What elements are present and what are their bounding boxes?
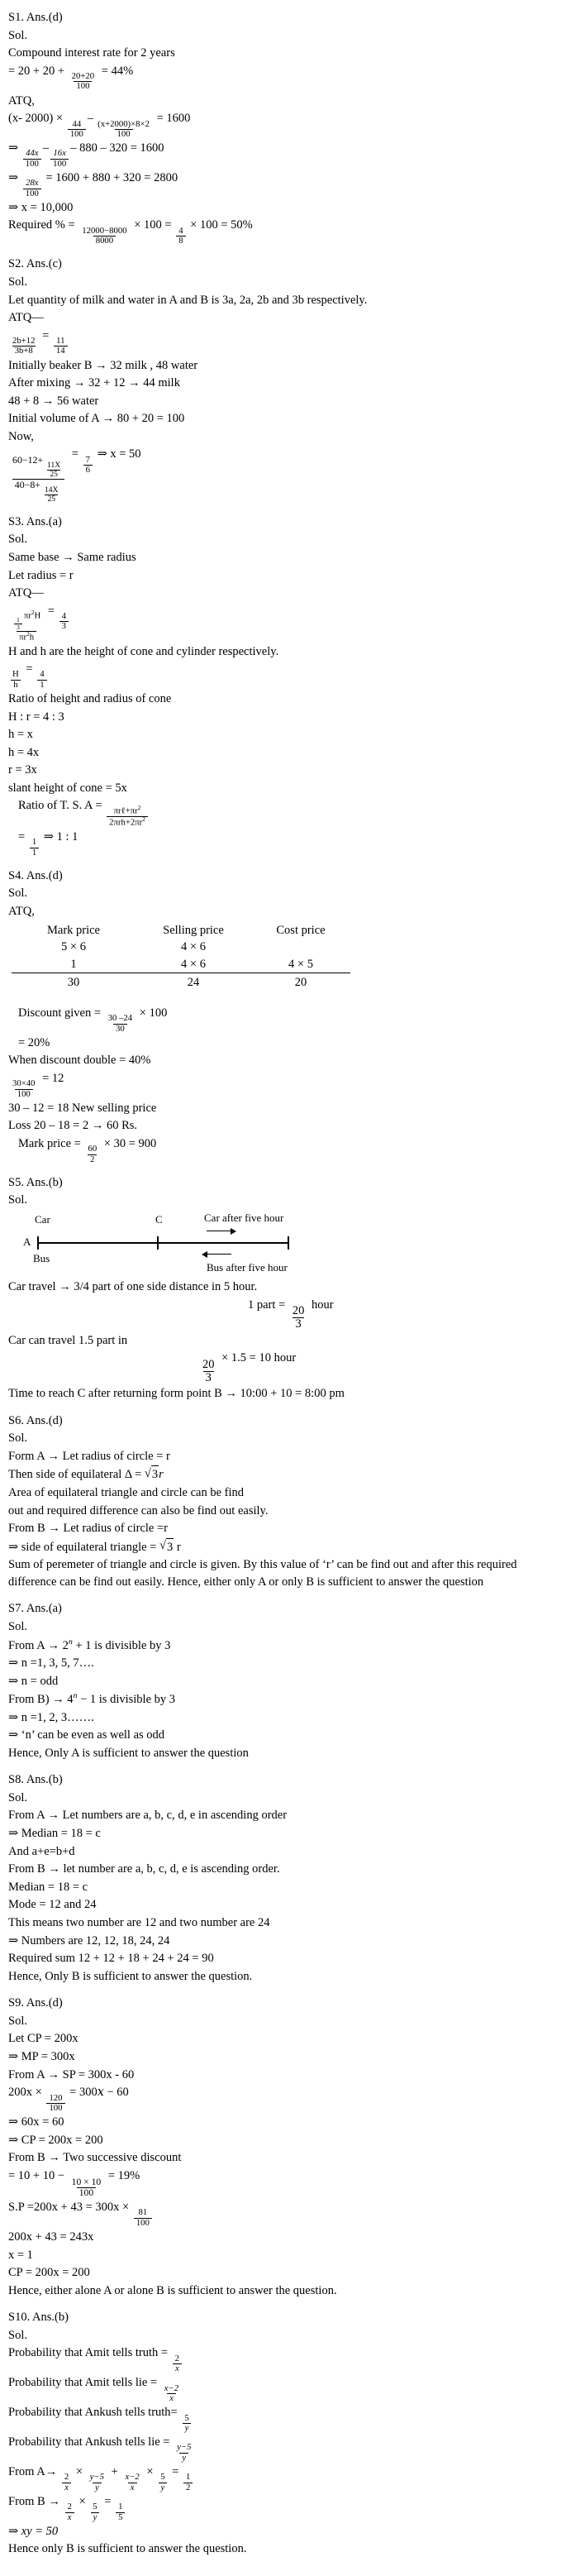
fraction-20plus20-over-100: $\frac{20+20}{100}$ bbox=[71, 71, 95, 92]
s5-time-line: Time to reach C after returning form point B → 10:00 + 10 = 8:00 pm bbox=[8, 1387, 345, 1401]
table-header-row bbox=[12, 922, 558, 939]
s4-dd-calc: $\frac{30\times 40}{100}$ = 12 bbox=[8, 1070, 558, 1099]
fraction-2-over-x: $\frac{2}{x}$ bbox=[173, 2354, 182, 2374]
s6-line5: From B → Let radius of circle =r bbox=[8, 1522, 169, 1536]
s4-pct20: = 20% bbox=[18, 1035, 50, 1049]
diagram-axis-line bbox=[37, 1242, 289, 1244]
sqrt-icon: √ 3 bbox=[159, 1538, 174, 1556]
s4-double-discount: When discount double = 40% bbox=[8, 1054, 151, 1068]
cell-cost-row2: 4 × 5 bbox=[288, 957, 313, 971]
s10-amit-lie: Probability that Amit tells lie = $\frac{x-2}{x}$ bbox=[8, 2374, 558, 2403]
s3-let-radius: Let radius = r bbox=[8, 568, 74, 582]
s7-line2: ⇒ n =1, 3, 5, 7…. bbox=[8, 1656, 94, 1670]
s2-water-line: 48 + 8 → 56 water bbox=[8, 394, 99, 408]
sqrt-icon: √ 3 bbox=[145, 1465, 159, 1484]
solution-heading-s4: S4. Ans.(d) bbox=[8, 868, 63, 882]
s3-h-x: h = x bbox=[8, 728, 33, 742]
cell-selling-row2: 4 × 6 bbox=[181, 957, 206, 971]
fraction-b1: $\frac{2}{x}$ bbox=[64, 2502, 74, 2522]
table-row bbox=[12, 939, 558, 956]
fraction-11X-over-25: $\frac{11X}{25}$ bbox=[47, 461, 61, 479]
fraction-required-percent: $\frac{12000-8000}{8000}$ bbox=[82, 225, 127, 246]
s9-line12: CP = 200x = 200 bbox=[8, 2266, 90, 2280]
fraction-1-over-1: $\frac{1}{1}$ bbox=[30, 838, 39, 858]
s3-hh-explanation: H and h are the height of cone and cylinder respectively. bbox=[8, 644, 279, 658]
s9-line4: 200x × $\frac{120}{100}$ = 300𝑥 − 60 bbox=[8, 2086, 129, 2113]
solution-block-s7 bbox=[8, 1600, 558, 1761]
s9-line1: Let CP = 200x bbox=[8, 2032, 78, 2046]
sol-label-s6: Sol. bbox=[8, 1431, 27, 1446]
solution-heading-s8: S8. Ans.(b) bbox=[8, 1773, 63, 1787]
fraction-28x-over-100: $\frac{28x}{100}$ bbox=[23, 179, 41, 198]
fraction-120-over-100: $\frac{120}{100}$ bbox=[46, 2094, 64, 2114]
fraction-x2000-over-100: $\frac{(x+2000)\times 8\times 2}{100}$ bbox=[98, 118, 150, 139]
s3-same-base: Same base → Same radius bbox=[8, 550, 136, 564]
s9-line3: From A → SP = 300x - 60 bbox=[8, 2067, 135, 2081]
s2-now: Now, bbox=[8, 429, 34, 443]
s6-line7: Sum of peremeter of triangle and circle is given. By this value of ‘r’ can be find out and after this required difference can be find out easily. Hence, either only A or only B is sufficient to answer the question bbox=[8, 1558, 517, 1589]
s3-volume-ratio: $\frac{1}{3}$ $\pi r^2H$ $\pi r^2h$ = $\frac{4}{3}$ bbox=[8, 603, 558, 643]
s8-line2: ⇒ Median = 18 = c bbox=[8, 1827, 101, 1841]
cell-mark-row1: 5 × 6 bbox=[61, 940, 86, 954]
s3-final: = $\frac{1}{1}$ ⇒ 1 : 1 bbox=[18, 829, 78, 858]
solution-heading-s5: S5. Ans.(b) bbox=[8, 1175, 63, 1189]
sol-label-s1: Sol. bbox=[8, 28, 27, 42]
fraction-tsa: $\frac{\pi r\ell+\pi r^2}{2\pi rh+2\pi r^2}$ bbox=[107, 805, 148, 828]
s2-ratio-equation: $\frac{2b+12}{3b+8}$ = $\frac{11}{14}$ bbox=[8, 327, 558, 356]
s6-line4: out and required difference can also be find out easily. bbox=[8, 1503, 269, 1517]
s2-final-equation: 60−12+ $\frac{11X}{25}$ 40−8+ $\frac{14X}{25}$ = $\frac{7}{6}$ ⇒ x = 50 bbox=[8, 446, 558, 503]
s2-x-result: ⇒ x = 50 bbox=[97, 447, 141, 461]
s6-line6: ⇒ side of equilateral triangle = √ 3 r bbox=[8, 1538, 558, 1556]
sol-label-s5: Sol. bbox=[8, 1193, 27, 1207]
fraction-4-over-1: $\frac{4}{1}$ bbox=[37, 670, 46, 690]
fraction-a2: $\frac{y-5}{y}$ bbox=[89, 2472, 104, 2492]
solution-heading-s1: S1. Ans.(d) bbox=[8, 11, 63, 24]
column-header-cost-price: Cost price bbox=[276, 923, 326, 937]
s3-h-4x: h = 4x bbox=[8, 745, 40, 759]
total-mark-price: 30 bbox=[12, 973, 136, 992]
s9-line10: 200x + 43 = 243x bbox=[8, 2230, 94, 2244]
arrow-bus-direction-icon bbox=[207, 1254, 231, 1255]
car-bus-distance-diagram bbox=[8, 1212, 558, 1277]
s1-step2: ⇒ $\frac{44x}{100}$ – $\frac{16x}{100}$ – 880 – 320 = 1600 bbox=[8, 141, 164, 169]
solution-heading-s9: S9. Ans.(d) bbox=[8, 1996, 63, 2010]
s6-line3: Area of equilateral triangle and circle can be find bbox=[8, 1486, 245, 1499]
column-header-mark-price: Mark price bbox=[46, 923, 100, 937]
s7-line1: From $A \to 2^n + 1$ is divisible by 3 bbox=[8, 1637, 171, 1652]
fraction-xminus2-over-x: $\frac{x-2}{x}$ bbox=[164, 2382, 179, 2403]
s8-line8: ⇒ Numbers are 12, 12, 18, 24, 24 bbox=[8, 1933, 170, 1948]
solution-heading-s3: S3. Ans.(a) bbox=[8, 514, 62, 528]
s5-one-part: 1 part = $\frac{20}{3}$ hour bbox=[248, 1298, 334, 1331]
s8-line5: Median = 18 = c bbox=[8, 1880, 88, 1894]
solution-heading-s7: S7. Ans.(a) bbox=[8, 1602, 62, 1616]
s4-discount-given: Discount given = $\frac{30 -24}{30}$ × 100 bbox=[18, 1006, 168, 1034]
s7-line3: ⇒ n = odd bbox=[8, 1674, 59, 1688]
fraction-44x-over-100: $\frac{44x}{100}$ bbox=[23, 149, 41, 169]
s9-line13: Hence, either alone A or alone B is sufficient to answer the question. bbox=[8, 2283, 337, 2297]
fraction-16x-over-100: $\frac{16x}{100}$ bbox=[50, 149, 69, 169]
s1-answer: 50% bbox=[231, 218, 253, 232]
solution-block-s5 bbox=[8, 1174, 558, 1403]
solution-block-s4 bbox=[8, 867, 558, 1164]
diagram-label-point-a: A bbox=[23, 1235, 31, 1249]
s7-line6: ⇒ ‘n’ can be even as well as odd bbox=[8, 1728, 165, 1742]
s1-x-value: ⇒ x = 10,000 bbox=[8, 200, 74, 214]
s7-line7: Hence, Only A is sufficient to answer the question bbox=[8, 1746, 249, 1760]
fraction-b3: $\frac{1}{5}$ bbox=[116, 2502, 125, 2522]
fraction-20-over-3-calc: $\frac{20}{3}$ bbox=[202, 1357, 215, 1384]
s9-line8: = 10 + 10 − $\frac{10 \times 10}{100}$ = 19% bbox=[8, 2168, 140, 2198]
s2-volume-line: Initial volume of A → 80 + 20 = 100 bbox=[8, 412, 185, 426]
diagram-tick-b bbox=[288, 1236, 289, 1250]
s1-required-percent: Required % = $\frac{12000-8000}{8000}$ × 100 = $\frac{4}{8}$ × 100 = 50% bbox=[8, 218, 253, 246]
fraction-2b12-over-3b8: $\frac{2b+12}{3b+8}$ bbox=[12, 336, 36, 356]
fraction-14X-over-25: $\frac{14X}{25}$ bbox=[45, 485, 59, 504]
s7-line5: ⇒ n =1, 2, 3……. bbox=[8, 1710, 94, 1724]
solution-block-s1 bbox=[8, 9, 558, 246]
s4-atq: ATQ, bbox=[8, 904, 35, 918]
s9-line2: ⇒ MP = 300x bbox=[8, 2050, 75, 2063]
fraction-4-over-8: $\frac{4}{8}$ bbox=[176, 227, 185, 246]
fraction-a5: $\frac{1}{2}$ bbox=[183, 2473, 193, 2492]
s3-slant: slant height of cone = 5x bbox=[8, 781, 127, 795]
spacer bbox=[8, 993, 558, 1004]
s3-atq: ATQ— bbox=[8, 586, 44, 600]
s8-line3: And a+e=b+d bbox=[8, 1844, 75, 1858]
s3-ratio-label: Ratio of height and radius of cone bbox=[8, 692, 172, 705]
s6-line2: Then side of equilateral Δ = √ 3r bbox=[8, 1465, 558, 1484]
s10-xy-result: ⇒ xy = 50 bbox=[8, 2524, 59, 2538]
fraction-complex-s2: 60−12+ $\frac{11X}{25}$ 40−8+ $\frac{14X}{25}$ bbox=[10, 455, 67, 504]
s9-line7: From B → Two successive discount bbox=[8, 2151, 182, 2165]
s5-can-travel: Car can travel 1.5 part in bbox=[8, 1333, 128, 1347]
fraction-30x40-over-100: $\frac{30\times 40}{100}$ bbox=[12, 1078, 36, 1099]
s1-atq: ATQ, bbox=[8, 93, 35, 108]
s7-line4: From $B) \to 4^n - 1$ is divisible by 3 bbox=[8, 1691, 176, 1707]
s9-line11: x = 1 bbox=[8, 2248, 33, 2262]
fraction-a3: $\frac{x-2}{x}$ bbox=[125, 2472, 140, 2492]
sol-label-s3: Sol. bbox=[8, 533, 27, 547]
sol-label-s7: Sol. bbox=[8, 1620, 27, 1634]
s8-line7: This means two number are 12 and two number are 24 bbox=[8, 1915, 270, 1929]
s8-line1: From A → Let numbers are a, b, c, d, e in ascending order bbox=[8, 1809, 288, 1823]
s10-from-b: From B → $\frac{2}{x}$ × $\frac{5}{y}$ = $\frac{1}{5}$ bbox=[8, 2493, 558, 2522]
fraction-81-over-100: $\frac{81}{100}$ bbox=[134, 2208, 152, 2228]
solution-block-s2 bbox=[8, 256, 558, 503]
column-header-selling-price: Selling price bbox=[163, 923, 224, 937]
solution-block-s8 bbox=[8, 1771, 558, 1985]
solution-block-s6 bbox=[8, 1412, 558, 1591]
s8-line4: From B → let number are a, b, c, d, e is ascending order. bbox=[8, 1862, 280, 1876]
solution-heading-s2: S2. Ans.(c) bbox=[8, 257, 62, 271]
diagram-tick-a bbox=[37, 1236, 39, 1250]
s10-ankush-lie: Probability that Ankush tells lie = $\frac{y-5}{y}$ bbox=[8, 2434, 558, 2463]
sol-label-s4: Sol. bbox=[8, 887, 27, 901]
solution-block-s10 bbox=[8, 2309, 558, 2558]
s9-line6: ⇒ CP = 200x = 200 bbox=[8, 2133, 103, 2147]
fraction-4-over-3: $\frac{4}{3}$ bbox=[59, 612, 69, 632]
s10-ankush-truth: Probability that Ankush tells truth= $\frac{5}{y}$ bbox=[8, 2404, 558, 2433]
fraction-11-over-14: $\frac{11}{14}$ bbox=[54, 337, 68, 356]
s9-line9: S.P =200x + 43 = 300x × $\frac{81}{100}$ bbox=[8, 2199, 558, 2228]
s2-intro: Let quantity of milk and water in A and B is 3a, 2a, 2b and 3b respectively. bbox=[8, 293, 368, 307]
s4-loss: Loss 20 – 18 = 2 → 60 Rs. bbox=[8, 1119, 138, 1133]
fraction-20-over-3: $\frac{20}{3}$ bbox=[292, 1304, 305, 1331]
fraction-discount: $\frac{30 -24}{30}$ bbox=[107, 1013, 133, 1034]
s10-amit-truth: Probability that Amit tells truth = $\frac{2}{x}$ bbox=[8, 2344, 558, 2373]
s2-mixing-line: After mixing → 32 + 12 → 44 milk bbox=[8, 376, 180, 390]
fraction-5-over-y: $\frac{5}{y}$ bbox=[182, 2414, 191, 2434]
fraction-60-over-2: $\frac{60}{2}$ bbox=[88, 1144, 98, 1164]
s1-rate-equation: = 20 + 20 + $\frac{20+20}{100}$ = 44% bbox=[8, 64, 134, 92]
fraction-b2: $\frac{5}{y}$ bbox=[90, 2502, 99, 2522]
sol-label-s10: Sol. bbox=[8, 2328, 27, 2342]
sol-label-s9: Sol. bbox=[8, 2014, 27, 2028]
solution-heading-s10: S10. Ans.(b) bbox=[8, 2311, 69, 2325]
s1-compound-line: Compound interest rate for 2 years bbox=[8, 46, 175, 60]
fraction-a1: $\frac{2}{x}$ bbox=[62, 2473, 71, 2492]
fraction-7-over-6: $\frac{7}{6}$ bbox=[83, 456, 93, 476]
table-row bbox=[12, 956, 558, 973]
diagram-label-bus-after-five-hour: Bus after five hour bbox=[207, 1261, 288, 1274]
s1-step3: ⇒ $\frac{28x}{100}$ = 1600 + 880 + 320 = 2800 bbox=[8, 170, 178, 198]
s3-height-ratio: $\frac{H}{h}$ = $\frac{4}{1}$ bbox=[8, 661, 558, 690]
s3-tsa-ratio: Ratio of T. S. A = $\frac{\pi r\ell+\pi r^2}{2\pi rh+2\pi r^2}$ bbox=[8, 797, 558, 827]
sol-label-s2: Sol. bbox=[8, 275, 27, 289]
diagram-label-bus: Bus bbox=[33, 1252, 50, 1265]
cell-mark-row2: 1 bbox=[70, 957, 77, 971]
price-table bbox=[12, 922, 558, 992]
cell-selling-row1: 4 × 6 bbox=[181, 940, 206, 954]
s3-r-3x: r = 3x bbox=[8, 763, 37, 777]
diagram-label-point-c: C bbox=[155, 1213, 163, 1226]
fraction-10x10-over-100: $\frac{10 \times 10}{100}$ bbox=[71, 2176, 102, 2198]
diagram-tick-c bbox=[157, 1236, 159, 1250]
solution-heading-s6: S6. Ans.(d) bbox=[8, 1413, 63, 1427]
diagram-label-car-after-five-hour: Car after five hour bbox=[204, 1212, 284, 1225]
s1-main-equation: (x- 2000) × $\frac{44}{100}$ – $\frac{(x+2000)\times 8\times 2}{100}$ = 1600 bbox=[8, 112, 191, 139]
fraction-yminus5-over-y: $\frac{y-5}{y}$ bbox=[177, 2442, 192, 2463]
s4-new-sp: 30 – 12 = 18 New selling price bbox=[8, 1101, 157, 1115]
diagram-label-car: Car bbox=[35, 1213, 50, 1226]
s10-conclusion: Hence only B is sufficient to answer the question. bbox=[8, 2542, 247, 2556]
s10-from-a: From A→ $\frac{2}{x}$ × $\frac{y-5}{y}$ + $\frac{x-2}{x}$ × $\frac{5}{y}$ = $\frac{1}{2}$ bbox=[8, 2464, 558, 2492]
s1-compound-rate: 44% bbox=[111, 64, 134, 78]
solution-block-s3 bbox=[8, 514, 558, 858]
fraction-one-third: $\frac{1}{3}$ bbox=[14, 617, 22, 631]
solution-block-s9 bbox=[8, 1995, 558, 2299]
s8-line10: Hence, Only B is sufficient to answer the question. bbox=[8, 1969, 253, 1983]
s3-H-r: H : r = 4 : 3 bbox=[8, 710, 64, 724]
s2-beaker-line: Initially beaker B → 32 milk , 48 water bbox=[8, 358, 198, 372]
table-totals-row bbox=[12, 973, 558, 992]
s6-line1: Form A → Let radius of circle = r bbox=[8, 1449, 170, 1463]
fraction-44-over-100: $\frac{44}{100}$ bbox=[68, 120, 86, 140]
s8-line6: Mode = 12 and 24 bbox=[8, 1898, 97, 1912]
fraction-a4: $\frac{5}{y}$ bbox=[158, 2473, 167, 2492]
s8-line9: Required sum 12 + 12 + 18 + 24 + 24 = 90 bbox=[8, 1952, 214, 1966]
sol-label-s8: Sol. bbox=[8, 1790, 27, 1804]
total-selling-price: 24 bbox=[136, 973, 251, 992]
total-cost-price: 20 bbox=[251, 973, 350, 992]
fraction-cone-over-cylinder: $\frac{1}{3}$ $\pi r^2H$ $\pi r^2h$ bbox=[10, 610, 43, 642]
s5-travel-line: Car travel → 3/4 part of one side distance in 5 hour. bbox=[8, 1280, 258, 1294]
s9-line5: ⇒ 60x = 60 bbox=[8, 2115, 64, 2129]
fraction-H-over-h: $\frac{H}{h}$ bbox=[12, 669, 19, 690]
cell-cost-row1 bbox=[251, 939, 350, 956]
s4-mark-price-calc: Mark price = $\frac{60}{2}$ × 30 = 900 bbox=[18, 1136, 157, 1164]
s4-answer: 900 bbox=[138, 1136, 157, 1150]
s5-calc: $\frac{20}{3}$ × 1.5 = 10 hour bbox=[8, 1350, 558, 1384]
s2-atq: ATQ— bbox=[8, 311, 44, 325]
